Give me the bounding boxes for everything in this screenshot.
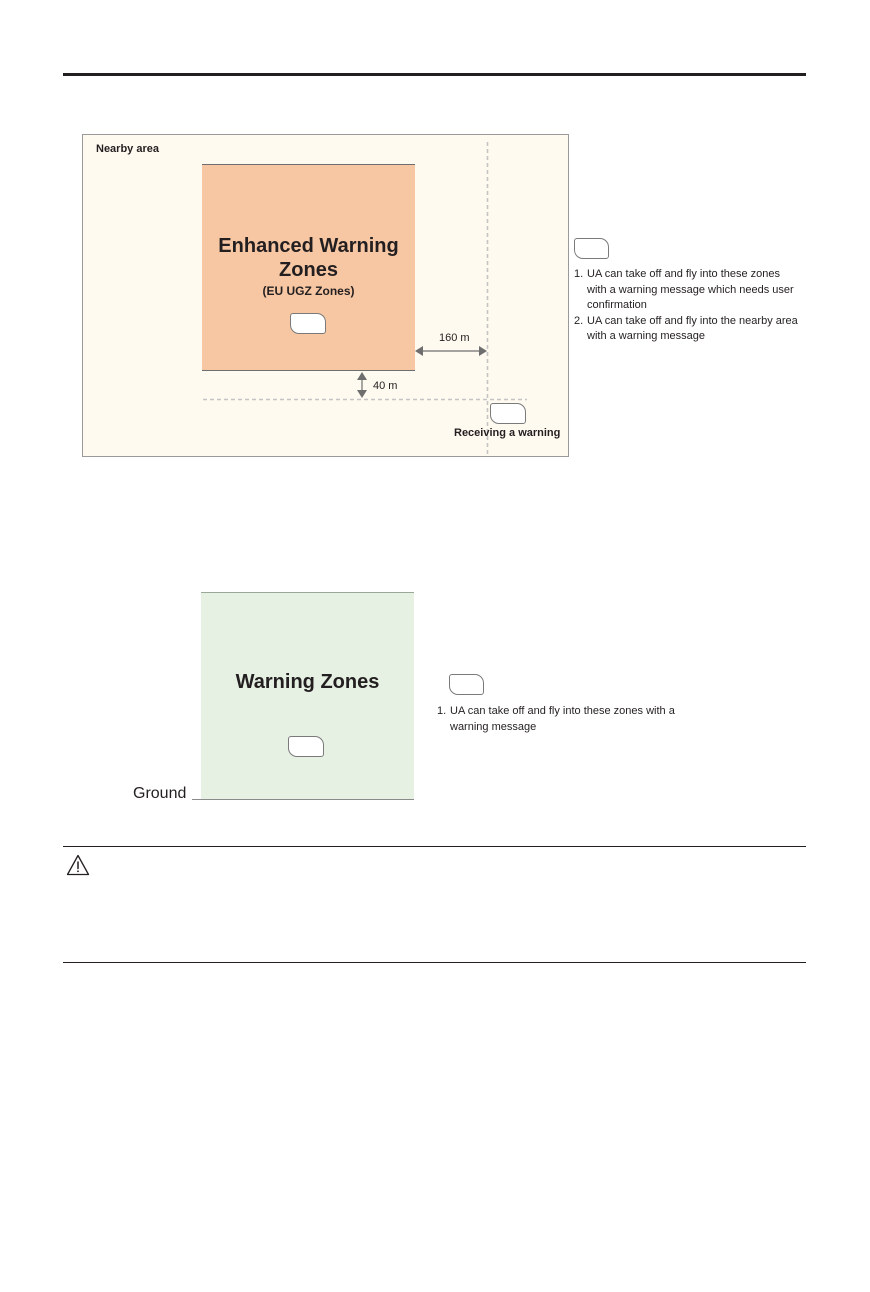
legend-item: 2. UA can take off and fly into the nearby area with a warning message — [574, 314, 798, 342]
vertical-distance-label: 40 m — [373, 380, 398, 392]
ground-label: Ground — [133, 785, 187, 802]
ground-line — [192, 799, 414, 800]
warning-zone-box — [201, 592, 414, 800]
horizontal-distance-label: 160 m — [439, 332, 470, 344]
legend-icon-placeholder — [449, 674, 484, 695]
nearby-area-label: Nearby area — [96, 143, 159, 155]
caution-rule-top — [63, 846, 806, 847]
warning-triangle-icon — [66, 854, 90, 876]
zone-icon-placeholder — [288, 736, 324, 757]
zone-icon-placeholder — [290, 313, 326, 334]
caution-rule-bottom — [63, 962, 806, 963]
receiving-warning-icon-placeholder — [490, 403, 526, 424]
enhanced-warning-zone-title: Enhanced Warning Zones — [218, 235, 399, 281]
legend-item: 1. UA can take off and fly into these zones with a warning message which needs user confirmation — [574, 268, 794, 311]
top-rule — [63, 73, 806, 76]
enhanced-warning-zone-subtitle: (EU UGZ Zones) — [262, 284, 355, 298]
receiving-warning-label: Receiving a warning — [454, 427, 561, 439]
warning-zone-title: Warning Zones — [235, 671, 380, 693]
legend-icon-placeholder — [574, 238, 609, 259]
diagram1-legend — [574, 267, 800, 345]
diagram2-legend — [437, 704, 697, 735]
legend-item: 1. UA can take off and fly into these zones with a warning message — [437, 705, 675, 733]
